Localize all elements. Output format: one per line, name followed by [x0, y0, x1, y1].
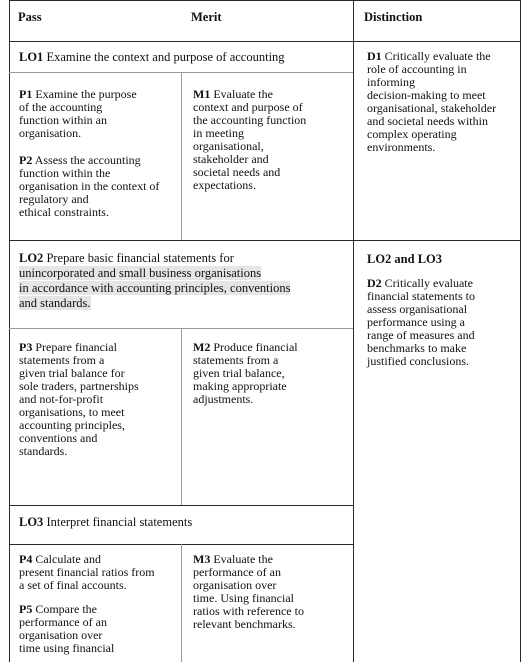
lo2-title-line3: in accordance with accounting principles, conventions: [19, 281, 291, 295]
p4-criterion: [19, 553, 181, 592]
p2-code: P2: [19, 153, 33, 167]
d2-code: D2: [367, 276, 382, 290]
lo2-merit-divider: [181, 328, 182, 505]
p2-criterion: [19, 154, 179, 219]
lo2-code: LO2: [19, 251, 44, 265]
p3-criterion: [19, 341, 179, 458]
distinction-column-divider: [353, 0, 354, 662]
p4-code: P4: [19, 552, 33, 566]
p1-text: Examine the purpose of the accounting function within an organisation.: [19, 87, 137, 140]
m3-code: M3: [193, 552, 211, 566]
m2-text: Produce financial statements from a given trial balance, making appropriate adjustments.: [193, 340, 298, 406]
table-border-top: [9, 0, 521, 1]
lo1-code: LO1: [19, 50, 44, 64]
lo2-lo3-heading: LO2 and LO3: [367, 252, 443, 266]
p5-criterion: [19, 603, 179, 655]
lo3-title: [19, 515, 192, 530]
m3-criterion: [193, 553, 351, 631]
m2-criterion: [193, 341, 351, 406]
table-border-left: [9, 0, 10, 662]
p1-criterion: [19, 88, 179, 140]
lo1-merit-divider: [181, 72, 182, 240]
d1-code: D1: [367, 49, 382, 63]
lo3-title-text: Interpret financial statements: [46, 515, 193, 529]
merit-header: Merit: [191, 10, 222, 24]
p2-text: Assess the accounting function within the organisation in the context of regulatory and ethical constraints.: [19, 153, 160, 219]
m1-criterion: [193, 88, 351, 192]
lo2-title-line1: Prepare basic financial statements for: [46, 251, 234, 265]
d1-criterion: [367, 50, 519, 154]
m2-code: M2: [193, 340, 211, 354]
p1-code: P1: [19, 87, 33, 101]
table-border-right: [520, 0, 521, 662]
lo1-title: [19, 50, 285, 65]
lo2-title-line4: and standards.: [19, 296, 91, 310]
d1-text: Critically evaluate the role of accounting in informing decision-making to meet organisational, stakeholder and societal needs within complex operating environments.: [367, 49, 497, 154]
lo2-title: [19, 251, 349, 311]
header-bottom-rule: [9, 41, 521, 42]
m3-text: Evaluate the performance of an organisation over time. Using financial ratios with reference to relevant benchmarks.: [193, 552, 304, 631]
d2-criterion: [367, 277, 519, 368]
lo2-bottom-rule: [9, 505, 353, 506]
lo3-merit-divider: [181, 544, 182, 662]
pass-header: Pass: [18, 10, 42, 24]
lo3-code: LO3: [19, 515, 44, 529]
d2-text: Critically evaluate financial statements to assess organisational performance using a range of measures and benchmarks to make justified conclusions.: [367, 276, 475, 368]
lo2-title-line2: unincorporated and small business organisations: [19, 266, 262, 280]
lo1-title-text: Examine the context and purpose of accounting: [46, 50, 285, 64]
p4-text: Calculate and present financial ratios from a set of final accounts.: [19, 552, 155, 592]
p3-text: Prepare financial statements from a given trial balance for sole traders, partnerships and not-for-profit organisations, to meet accounting principles, conventions and standards.: [19, 340, 139, 458]
m1-code: M1: [193, 87, 211, 101]
p3-code: P3: [19, 340, 33, 354]
distinction-header: Distinction: [364, 10, 423, 24]
m1-text: Evaluate the context and purpose of the accounting function in meeting organisational, stakeholder and societal needs and expectations.: [193, 87, 307, 192]
lo1-bottom-rule: [9, 240, 521, 241]
p5-code: P5: [19, 602, 33, 616]
p5-text: Compare the performance of an organisation over time using financial: [19, 602, 115, 655]
